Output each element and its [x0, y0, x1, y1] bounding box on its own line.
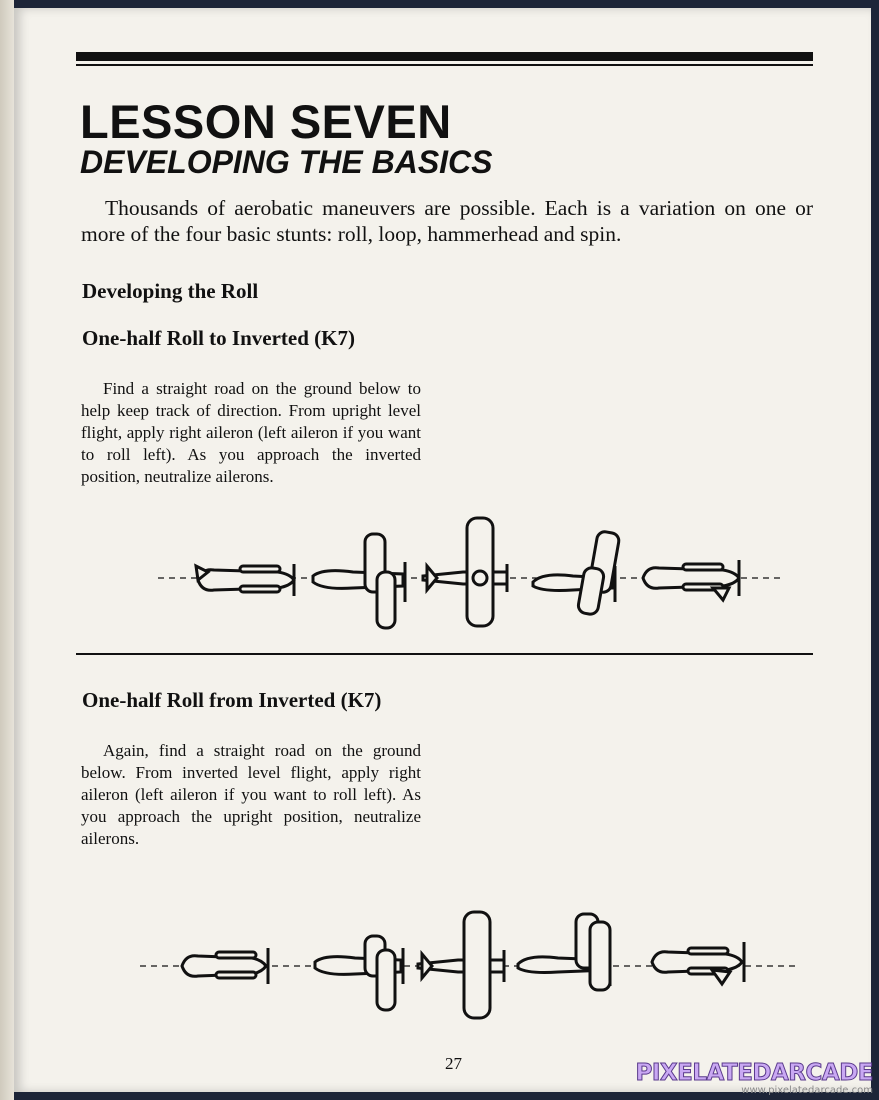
- biplane-knife-edge-icon: [418, 912, 504, 1018]
- biplane-knife-edge-icon: [423, 518, 507, 626]
- watermark-url: www.pixelatedarcade.com: [741, 1085, 873, 1096]
- biplane-upright-icon: [196, 564, 294, 596]
- section-divider: [76, 653, 813, 655]
- lesson-title: LESSON SEVEN: [80, 95, 452, 148]
- intro-paragraph: Thousands of aerobatic maneuvers are possible. Each is a variation on one or more of the four basic stunts: roll, loop, hammerhead and spin.: [81, 196, 813, 246]
- watermark-logo: PIXELATEDARCADE: [635, 1060, 873, 1086]
- top-rule-thin: [76, 64, 813, 66]
- roll-from-inverted-diagram: [140, 908, 800, 1028]
- biplane-rolling-three-quarter-icon: [533, 531, 620, 616]
- top-rule: [76, 52, 813, 61]
- biplane-inverted-icon: [643, 560, 739, 600]
- watermark: [635, 1062, 873, 1096]
- section-heading: Developing the Roll: [82, 279, 259, 303]
- maneuver-title-roll-from-inverted: One-half Roll from Inverted (K7): [82, 688, 382, 712]
- biplane-inverted-icon: [182, 948, 268, 984]
- maneuver-body-roll-from-inverted: Again, find a straight road on the ground below. From inverted level flight, apply right aileron (left aileron if you want to roll left). As you approach the upright position, neutralize ailerons.: [81, 741, 421, 848]
- biplane-upright-icon: [652, 942, 744, 984]
- biplane-rolling-three-quarter-icon: [518, 914, 610, 990]
- biplane-rolling-quarter-icon: [313, 534, 405, 628]
- maneuver-body-roll-to-inverted: Find a straight road on the ground below to help keep track of direction. From upright level flight, apply right aileron (left aileron if you want to roll left). As you approach the inverted position, neutralize ailerons.: [81, 379, 421, 486]
- lesson-subtitle: DEVELOPING THE BASICS: [80, 144, 493, 180]
- biplane-rolling-quarter-icon: [315, 936, 403, 1010]
- book-spine: [0, 0, 14, 1100]
- page-number: 27: [445, 1054, 462, 1073]
- roll-to-inverted-diagram: [158, 512, 788, 632]
- maneuver-title-roll-to-inverted: One-half Roll to Inverted (K7): [82, 326, 355, 350]
